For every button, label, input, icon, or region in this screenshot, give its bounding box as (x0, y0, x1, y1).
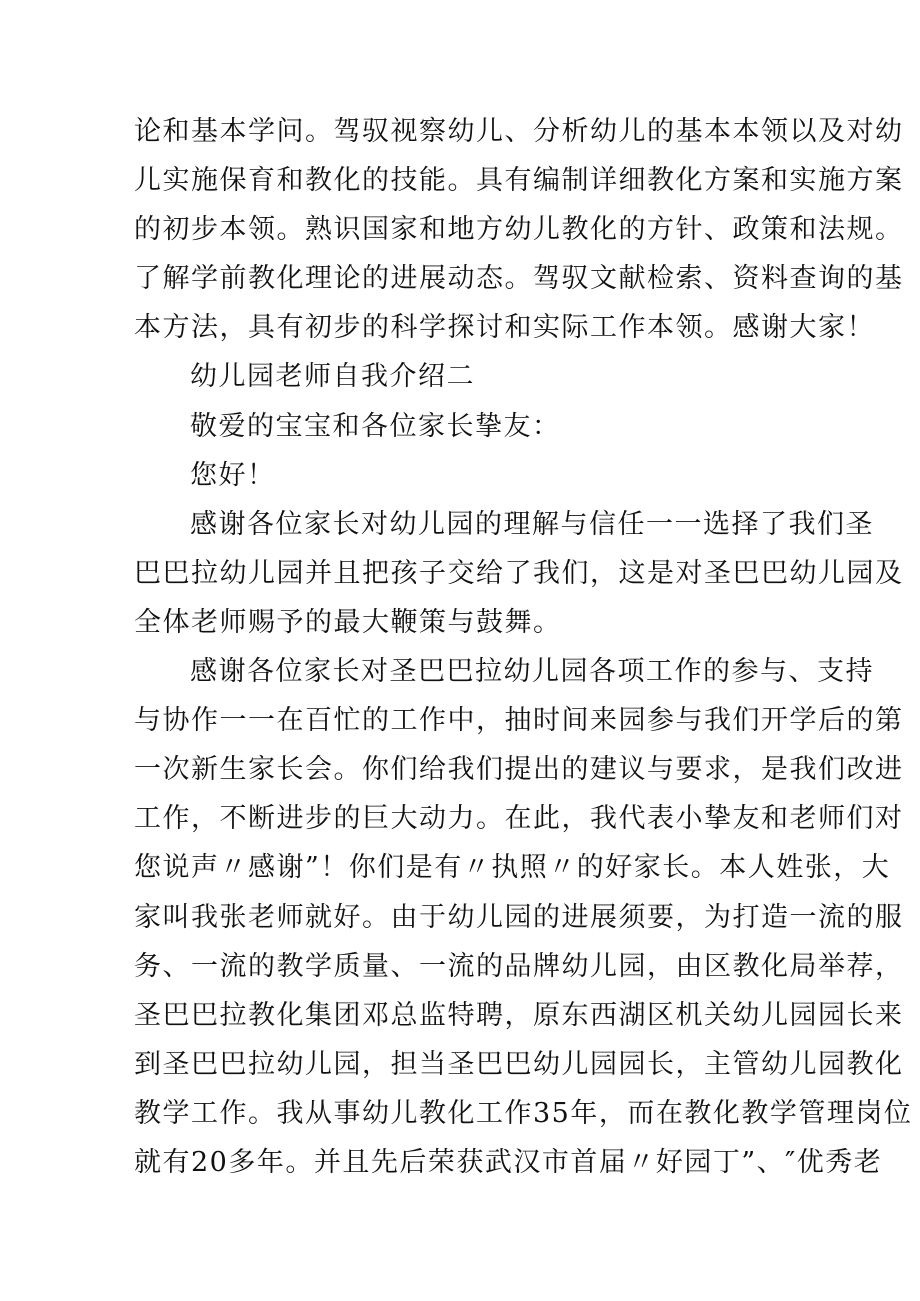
text-line: 与协作一一在百忙的工作中，抽时间来园参与我们开学后的第 (134, 705, 904, 737)
salutation: 敬爱的宝宝和各位家长挚友： (190, 410, 561, 442)
text-line: 工作，不断进步的巨大动力。在此，我代表小挚友和老师们对 (134, 803, 904, 835)
text-line: 了解学前教化理论的进展动态。驾驭文献检索、资料查询的基 (134, 263, 904, 295)
text-line: 圣巴巴拉教化集团邓总监特聘，原东西湖区机关幼儿园园长来 (134, 999, 904, 1031)
text-line: 家叫我张老师就好。由于幼儿园的进展须要，为打造一流的服 (134, 901, 904, 933)
text-line: 论和基本学问。驾驭视察幼儿、分析幼儿的基本本领以及对幼 (134, 116, 904, 147)
document-body (134, 107, 913, 1187)
text-line: 到圣巴巴拉幼儿园，担当圣巴巴幼儿园园长，主管幼儿园教化 (134, 1048, 904, 1080)
text-line: 本方法，具有初步的科学探讨和实际工作本领。感谢大家！ (134, 312, 875, 344)
text-line: 务、一流的教学质量、一流的品牌幼儿园，由区教化局举荐， (134, 950, 904, 982)
text-line: 巴巴拉幼儿园并且把孩子交给了我们，这是对圣巴巴幼儿园及 (134, 557, 904, 589)
text-line: 全体老师赐予的最大鞭策与鼓舞。 (134, 606, 562, 638)
text-line: 感谢各位家长对幼儿园的理解与信任一一选择了我们圣 (190, 508, 874, 540)
text-line: 一次新生家长会。你们给我们提出的建议与要求，是我们改进 (134, 754, 904, 786)
text-line: 感谢各位家长对圣巴巴拉幼儿园各项工作的参与、支持 (190, 656, 874, 688)
text-line: 您说声〃感谢”！你们是有〃执照〃的好家长。本人姓张，大 (134, 852, 891, 884)
section-heading: 幼儿园老师自我介绍二 (190, 361, 475, 393)
text-line: 就有20多年。并且先后荣获武汉市首届〃好园丁”、″优秀老 (134, 1146, 883, 1178)
text-line: 教学工作。我从事幼儿教化工作35年，而在教化教学管理岗位 (134, 1097, 913, 1129)
text-line: 儿实施保育和教化的技能。具有编制详细教化方案和实施方案 (134, 165, 904, 197)
text-line: 的初步本领。熟识国家和地方幼儿教化的方针、政策和法规。 (134, 214, 904, 246)
greeting: 您好！ (190, 459, 276, 491)
